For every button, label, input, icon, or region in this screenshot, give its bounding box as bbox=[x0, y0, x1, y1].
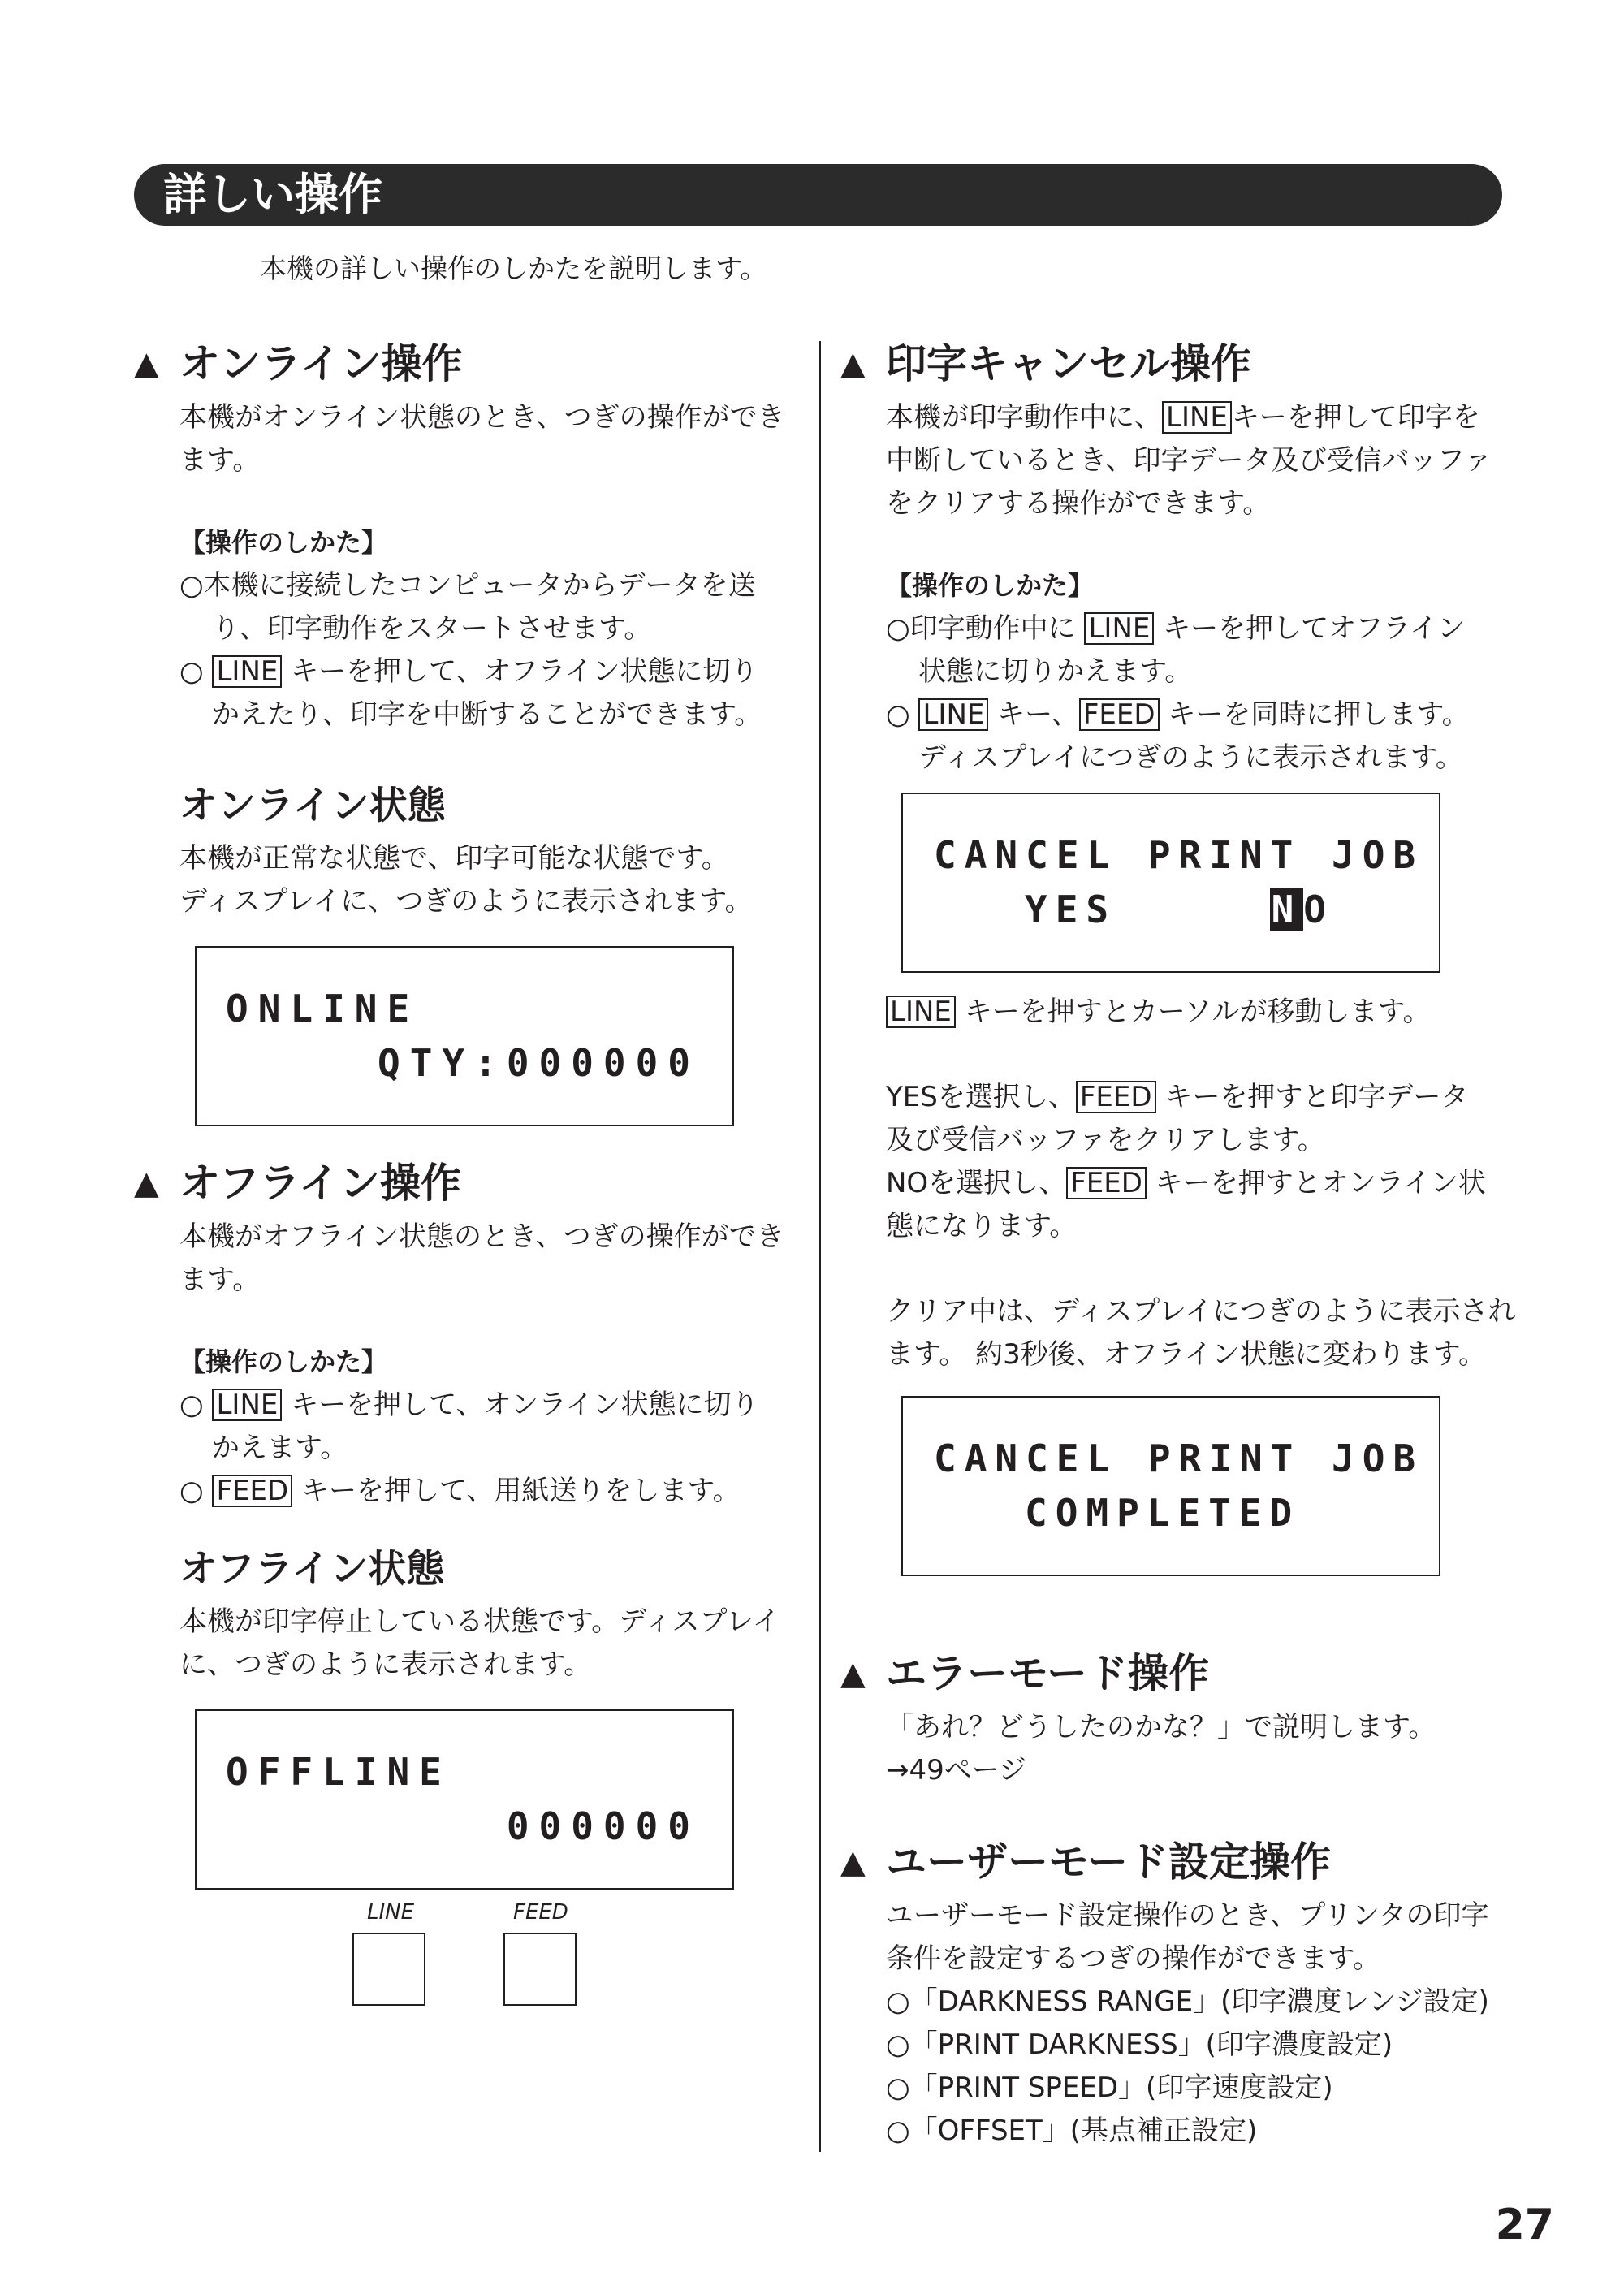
cancel-bullet-2: ○ LINE キー、 FEED キーを同時に押します。 ディスプレイにつぎのように表示されます。 bbox=[886, 698, 1470, 774]
offline-state-heading: オフライン状態 bbox=[179, 1547, 445, 1592]
user-item: ○「PRINT SPEED」(印字速度設定) bbox=[886, 2072, 1333, 2104]
line-key-label: LINE bbox=[212, 1389, 282, 1421]
line-key-label: LINE bbox=[886, 996, 956, 1028]
offline-bullet-1: ○ LINE キーを押して、オンライン状態に切り かえます。 bbox=[179, 1389, 759, 1464]
intro-text: 本機の詳しい操作のしかたを説明します。 bbox=[260, 253, 767, 284]
completed-display bbox=[901, 1396, 1440, 1576]
line-key-label: LINE bbox=[1162, 401, 1232, 434]
cancel-howto-label: 【操作のしかた】 bbox=[886, 570, 1095, 601]
display-line-2: 000000 bbox=[506, 1804, 700, 1848]
right-column bbox=[840, 331, 1514, 2153]
feed-key-caption: FEED bbox=[513, 1900, 568, 1925]
cursor-highlight: N bbox=[1271, 888, 1302, 931]
display-line-2: COMPLETED bbox=[1025, 1491, 1301, 1535]
triangle-icon: ▲ bbox=[134, 1164, 159, 1202]
feed-key-label: FEED bbox=[1076, 1081, 1156, 1113]
user-heading: ▲ ユーザーモード設定操作 bbox=[840, 1830, 1514, 1894]
user-desc: ユーザーモード設定操作のとき、プリンタの印字 条件を設定するつぎの操作ができます。 ○「DARKNESS RANGE」(印字濃度レンジ設定) ○「PRINT DARKNESS」(印字濃度設定) ○「PRINT SPEED」(印字速度設定) ○「OFFSET」(基点補正設定) bbox=[840, 1894, 1514, 2153]
triangle-icon: ▲ bbox=[840, 1843, 866, 1881]
feed-key-label: FEED bbox=[1066, 1167, 1147, 1199]
triangle-icon: ▲ bbox=[840, 1655, 866, 1692]
user-item: ○「OFFSET」(基点補正設定) bbox=[886, 2115, 1258, 2147]
clear-desc: クリア中は、ディスプレイにつぎのように表示され ます。 約3秒後、オフライン状態に変わります。 bbox=[886, 1295, 1516, 1371]
section-title: 詳しい操作 bbox=[163, 169, 382, 220]
offline-state-desc: 本機が印字停止している状態です。ディスプレイ に、つぎのように表示されます。 bbox=[179, 1605, 780, 1681]
feed-key-label: FEED bbox=[212, 1475, 292, 1507]
triangle-icon: ▲ bbox=[840, 345, 866, 382]
cursor-note: LINE キーを押すとカーソルが移動します。 bbox=[840, 991, 1514, 1034]
online-state-desc: 本機が正常な状態で、印字可能な状態です。 ディスプレイに、つぎのように表示されます。 bbox=[179, 842, 753, 918]
offline-display bbox=[195, 1709, 734, 1890]
online-desc: 本機がオンライン状態のとき、つぎの操作ができ ます。 bbox=[179, 401, 785, 477]
online-howto-label: 【操作のしかた】 bbox=[179, 527, 388, 558]
user-item: ○「PRINT DARKNESS」(印字濃度設定) bbox=[886, 2028, 1393, 2061]
display-line-1: CANCEL PRINT JOB bbox=[934, 1436, 1424, 1480]
cancel-bullet-1: ○印字動作中に LINE キーを押してオフライン 状態に切りかえます。 bbox=[886, 612, 1466, 688]
online-bullet-2: ○ LINE キーを押して、オフライン状態に切り かえたり、印字を中断することができます。 bbox=[179, 655, 762, 731]
error-desc: 「あれ？どうしたのかな？」で説明します。 →49ページ bbox=[886, 1711, 1436, 1786]
cancel-desc: 本機が印字動作中に、 LINE キーを押して印字を 中断しているとき、印字データ及び受信バッファ をクリアする操作ができます。 bbox=[886, 401, 1492, 520]
line-key-label: LINE bbox=[918, 698, 988, 731]
online-bullet-1: ○本機に接続したコンピュータからデータを送 り、印字動作をスタートさせます。 bbox=[179, 569, 756, 645]
section-title-bar bbox=[134, 164, 1502, 226]
triangle-icon: ▲ bbox=[134, 345, 159, 382]
error-heading: ▲ エラーモード操作 bbox=[840, 1641, 1514, 1706]
line-key-label: LINE bbox=[1084, 612, 1154, 645]
line-key-caption: LINE bbox=[367, 1900, 415, 1925]
online-display bbox=[195, 946, 734, 1126]
cancel-heading: ▲ 印字キャンセル操作 bbox=[840, 331, 1514, 396]
offline-howto-label: 【操作のしかた】 bbox=[179, 1346, 388, 1377]
display-line-2: YES NO bbox=[1025, 888, 1334, 931]
display-line-1: OFFLINE bbox=[226, 1750, 451, 1794]
line-key-label: LINE bbox=[212, 655, 282, 688]
yes-no-desc: YESを選択し、 FEED キーを押すと印字データ 及び受信バッファをクリアします。 NOを選択し、 FEED キーを押すとオンライン状 態になります。 bbox=[886, 1081, 1486, 1242]
feed-key-button bbox=[503, 1933, 577, 2006]
display-line-2: QTY:000000 bbox=[378, 1041, 700, 1085]
display-line-1: ONLINE bbox=[226, 987, 420, 1030]
display-line-1: CANCEL PRINT JOB bbox=[934, 833, 1424, 877]
line-key-button bbox=[352, 1933, 425, 2006]
online-heading: ▲ オンライン操作 bbox=[134, 331, 816, 396]
left-column bbox=[134, 331, 816, 1890]
user-item: ○「DARKNESS RANGE」(印字濃度レンジ設定) bbox=[886, 1985, 1489, 2018]
page-number: 27 bbox=[1495, 2201, 1554, 2249]
keypad-illustration bbox=[352, 1900, 588, 2006]
cancel-display bbox=[901, 793, 1440, 973]
offline-heading: ▲ オフライン操作 bbox=[134, 1151, 816, 1216]
feed-key-label: FEED bbox=[1079, 698, 1160, 731]
offline-bullet-2: ○ FEED キーを押して、用紙送りをします。 bbox=[179, 1475, 741, 1507]
offline-desc: 本機がオフライン状態のとき、つぎの操作ができ ます。 bbox=[179, 1220, 784, 1296]
online-state-heading: オンライン状態 bbox=[179, 784, 446, 828]
column-divider bbox=[819, 341, 821, 2152]
